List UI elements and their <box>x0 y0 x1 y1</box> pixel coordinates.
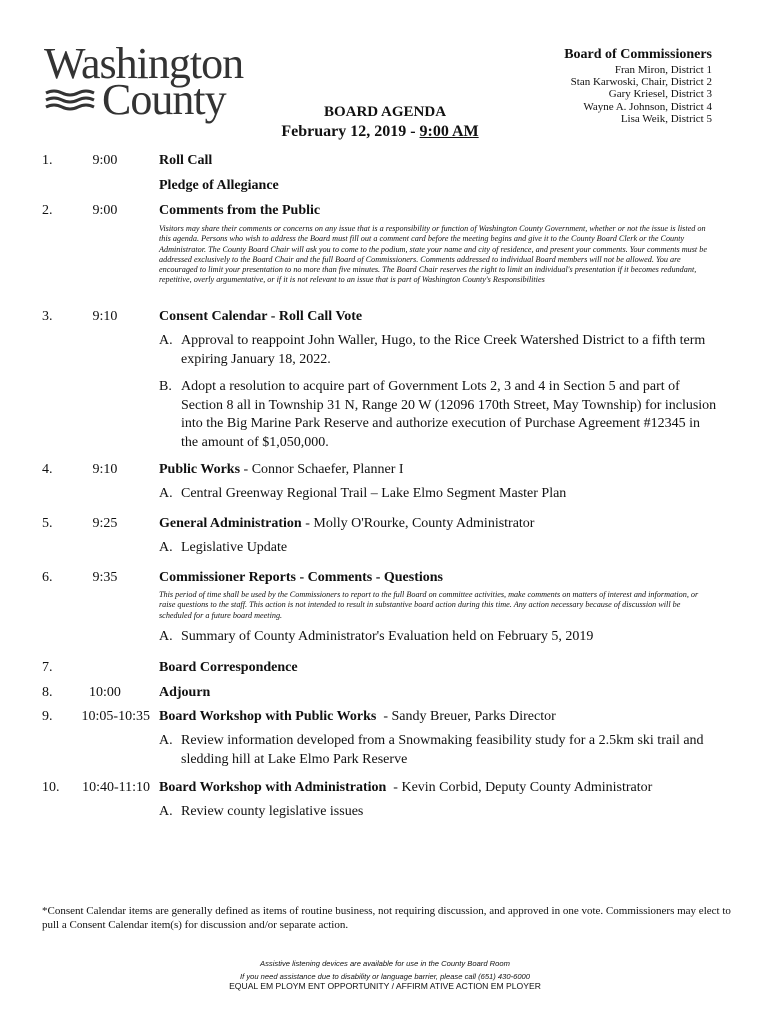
board-member: Wayne A. Johnson, District 4 <box>583 100 712 113</box>
board-member: Lisa Weik, District 5 <box>620 112 712 125</box>
item-title: Board Correspondence <box>159 660 298 675</box>
item-time: 9:10 <box>92 309 118 324</box>
sub-item: B. Adopt a resolution to acquire part of Government Lots 2, 3 and 4 in Section 5 and part of Section 8 all in Township 31 N, Range 20 W (12096 170th Street, May Township) for inclusion into the Big Marine Park Reserve and authorize execution of Purchase Agreement #12345 in the amount of $1,050,000. <box>159 379 717 450</box>
assistive-notice: Assistive listening devices are available for use in the County Board Room If you need assistance due to disability or language barrier, please call (651) 430-6000 <box>239 959 530 981</box>
item-number: 8. <box>42 685 53 700</box>
item-number: 7. <box>42 660 53 675</box>
item-number: 3. <box>42 309 53 324</box>
item-time: 9:00 <box>92 153 118 168</box>
eeo-statement: EQUAL EM PLOYM ENT OPPORTUNITY / AFFIRM ATIVE ACTION EM PLOYER <box>229 981 541 991</box>
agenda-start-time: 9:00 AM <box>419 123 479 140</box>
item-title: Consent Calendar - Roll Call Vote <box>159 309 363 324</box>
item-time: 10:00 <box>89 685 121 700</box>
sub-item: A. Review information developed from a Snowmaking feasibility study for a 2.5km ski trail and sledding hill at Lake Elmo Park Reserve <box>159 733 704 767</box>
item-number: 9. <box>42 709 53 724</box>
item-title: Board Workshop with Public Works - Sandy Breuer, Parks Director <box>159 709 556 724</box>
sub-item: A. Legislative Update <box>159 540 288 555</box>
logo-washington: Washington <box>44 39 244 88</box>
item-number: 6. <box>42 570 53 585</box>
item-title: Roll Call <box>159 153 213 168</box>
logo-county: County <box>102 75 226 124</box>
item-time: 9:10 <box>92 462 118 477</box>
sub-item: A. Approval to reappoint John Waller, Hugo, to the Rice Creek Watershed District to a fifth term expiring January 18, 2022. <box>159 333 706 367</box>
item-number: 4. <box>42 462 53 477</box>
item-number: 2. <box>42 203 53 218</box>
board-title: Board of Commissioners <box>564 47 712 62</box>
item-title: Pledge of Allegiance <box>159 178 279 193</box>
item-number: 10. <box>42 780 60 795</box>
item-title: General Administration - Molly O'Rourke, County Administrator <box>159 516 535 531</box>
item-time: 10:05-10:35 <box>81 709 150 724</box>
sub-item: A. Summary of County Administrator's Evaluation held on February 5, 2019 <box>159 629 594 644</box>
consent-calendar-footnote: *Consent Calendar items are generally defined as items of routine business, not requiring discussion, and approved in one vote. Commissioners may elect to pull a Consent Calendar item(s) for discussion and/or separate action. <box>42 905 731 931</box>
board-member: Fran Miron, District 1 <box>614 64 712 76</box>
agenda-title: BOARD AGENDA <box>323 104 447 120</box>
item-time: 9:00 <box>92 203 118 218</box>
item-number: 5. <box>42 516 53 531</box>
item-number: 1. <box>42 153 53 168</box>
item-title: Board Workshop with Administration - Kevin Corbid, Deputy County Administrator <box>159 780 653 795</box>
sub-item: A. Review county legislative issues <box>159 804 364 819</box>
board-member: Stan Karwoski, Chair, District 2 <box>570 76 712 89</box>
item-time: 9:25 <box>92 516 118 531</box>
agenda-date: February 12, 2019 - 9:00 AM <box>281 123 479 140</box>
item-title: Comments from the Public <box>159 203 321 218</box>
commissioner-reports-note: This period of time shall be used by the Commissioners to report to the full Board on committee activities, make comments on matters of interest and information, or raise questions to the staff. This action is not intended to result in substantive board action during this time. Any action necessary because of discussion will be scheduled for a future board meeting. <box>159 590 699 620</box>
item-time: 10:40-11:10 <box>82 780 150 795</box>
item-time: 9:35 <box>92 570 118 585</box>
sub-item: A. Central Greenway Regional Trail – Lake Elmo Segment Master Plan <box>159 486 567 501</box>
item-title: Public Works - Connor Schaefer, Planner I <box>159 462 404 477</box>
public-comment-note: Visitors may share their comments or concerns on any issue that is a responsibility or function of Washington County Government, whether or not the issue is listed on this agenda. Persons who wish to address the Board must fill out a comment card before the meeting begins and give it to the County Board Clerk or the County Administrator. The County Board Chair will ask you to come to the podium, state your name and city of residence, and present your comments. Your comments must be addressed exclusively to the Board Chair and the full Board of Commissioners. Comments addressed to individual Board members will not be allowed. You are encouraged to limit your presentation to no more than five minutes. The Board Chair reserves the right to limit an individual's presentation if it becomes redundant, repetitive, overly argumentative, or if it is not relevant to an issue that is part of Washington County's Responsibilities <box>159 224 707 285</box>
board-member: Gary Kriesel, District 3 <box>608 88 712 101</box>
item-title: Commissioner Reports - Comments - Questions <box>159 570 443 585</box>
item-title: Adjourn <box>159 685 211 700</box>
